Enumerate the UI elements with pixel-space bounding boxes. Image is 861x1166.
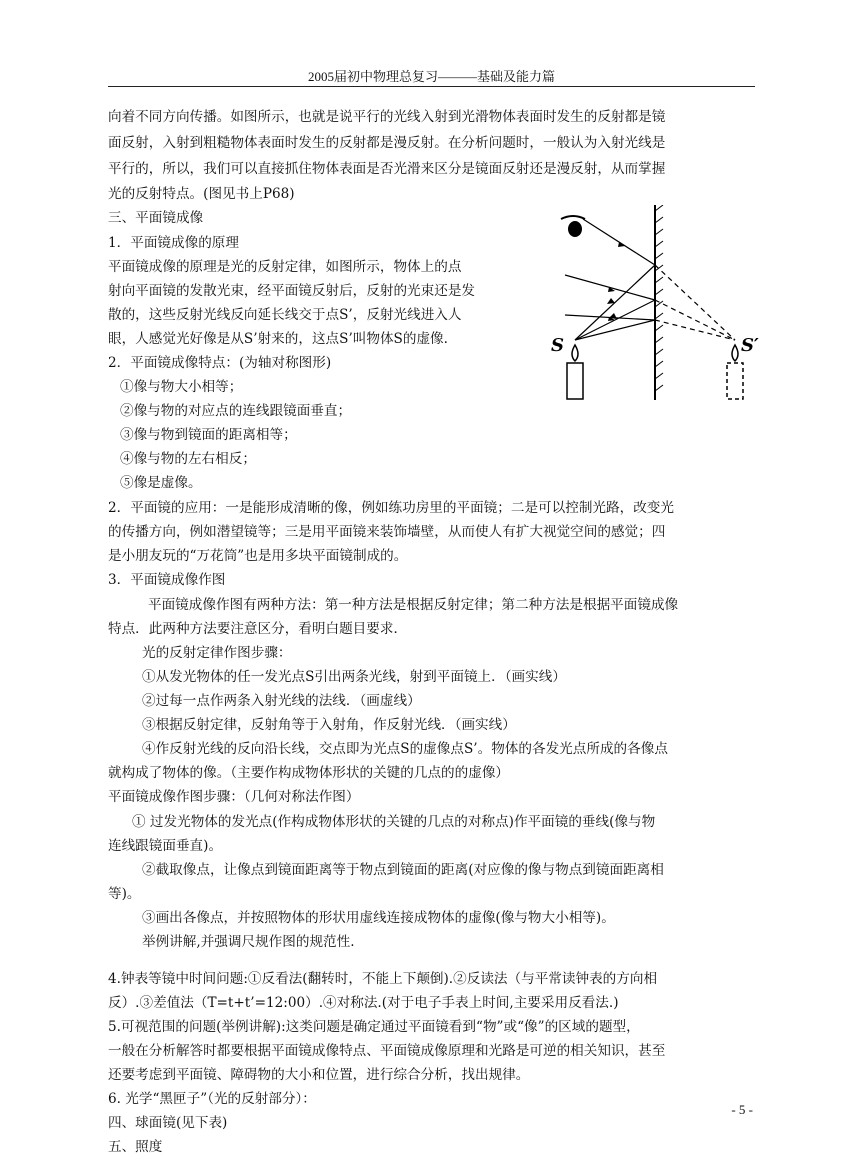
text-line: 光的反射特点。(图见书上P68) — [108, 186, 295, 202]
text-line: 就构成了物体的像。（主要作构成物体形状的关键的几点的的虚像） — [108, 765, 510, 781]
text-line: 是小朋友玩的“万花筒”也是用多块平面镜制成的。 — [108, 548, 408, 564]
text-line: 特点．此两种方法要注意区分，看明白题目要求． — [108, 621, 408, 637]
text-line: 举例讲解,并强调尺规作图的规范性. — [142, 934, 355, 950]
text-line: 射向平面镜的发散光束，经平面镜反射后，反射的光束还是发 — [108, 283, 476, 299]
list-item: ①从发光物体的任一发光点S引出两条光线，射到平面镜上．（画实线） — [142, 669, 566, 685]
text-line: 6. 光学“黑匣子”（光的反射部分）： — [108, 1091, 316, 1107]
text-line: 的传播方向，例如潜望镜等；三是用平面镜来装饰墙壁，从而使人有扩大视觉空间的感觉；四 — [108, 524, 666, 540]
subsection-heading: 3．平面镜成像作图 — [108, 572, 226, 588]
list-item: ②过每一点作两条入射光线的法线．（画虚线） — [142, 693, 421, 709]
list-item: ②截取像点，让像点到镜面距离等于物点到镜面的距离(对应像的像与物点到镜面距离相 — [142, 862, 664, 878]
text-line: 连线跟镜面垂直)。 — [108, 838, 223, 854]
list-item: ③画出各像点，并按照物体的形状用虚线连接成物体的虚像(像与物大小相等)。 — [142, 910, 615, 926]
list-item: ①像与物大小相等； — [120, 379, 243, 395]
header-rule — [108, 86, 755, 87]
text-line: 散的，这些反射光线反向延长线交于点S’，反射光线进入人 — [108, 307, 462, 323]
incident-rays — [575, 265, 655, 340]
text-line: 眼，人感觉光好像是从S’射来的，这点S’叫物体S的虚像. — [108, 331, 448, 347]
text-line: 反）.③差值法（T=t+t’=12:00）.④对称法.(对于电子手表上时间,主要采用反看法.) — [108, 995, 619, 1011]
object-label-s: S — [551, 335, 564, 356]
text-line: 平行的，所以，我们可以直接抓住物体表面是否光滑来区分是镜面反射还是漫反射，从而掌握 — [108, 161, 666, 177]
plane-mirror-figure — [545, 205, 765, 415]
section-heading: 四、球面镜(见下表) — [108, 1115, 228, 1131]
text-line: 4.钟表等镜中时间问题:①反看法(翻转时，不能上下颠倒).②反读法（与平常读钟表的方向相 — [108, 971, 658, 987]
text-line: 等)。 — [108, 886, 141, 902]
candle-object — [567, 345, 583, 399]
subsection-heading: 1．平面镜成像的原理 — [108, 235, 239, 251]
virtual-ray-extensions — [655, 265, 735, 340]
text-line: 平面镜成像作图步骤：（几何对称法作图） — [108, 789, 360, 805]
list-item: ④作反射光线的反向沿长线，交点即为光点S的虚像点S’。物体的各发光点所成的各像点 — [142, 741, 668, 757]
ray-arrowheads — [607, 242, 625, 321]
text-line: 平面镜成像作图有两种方法：第一种方法是根据反射定律；第二种方法是根据平面镜成像 — [148, 597, 679, 613]
text-line: 还要考虑到平面镜、障碍物的大小和位置，进行综合分析，找出规律。 — [108, 1067, 530, 1083]
mirror-hatching — [655, 205, 663, 391]
section-heading: 三、平面镜成像 — [108, 210, 204, 226]
eye-icon — [561, 216, 585, 237]
text-line: 面反射，入射到粗糙物体表面时发生的反射都是漫反射。在分析问题时，一般认为入射光线是 — [108, 135, 666, 151]
text-line: 平面镜成像的原理是光的反射定律，如图所示，物体上的点 — [108, 259, 462, 275]
subsection-heading: 2．平面镜成像特点：(为轴对称图形) — [108, 355, 332, 371]
section-heading: 五、照度 — [108, 1139, 163, 1155]
list-item: ① 过发光物体的发光点(作构成物体形状的关键的几点的对称点)作平面镜的垂线(像与物 — [132, 814, 656, 830]
image-label-s-prime: S′ — [741, 335, 759, 356]
text-line: 光的反射定律作图步骤： — [142, 645, 292, 661]
text-line: 5.可视范围的问题(举例讲解):这类问题是确定通过平面镜看到“物”或“像”的区域的题型， — [108, 1019, 640, 1035]
text-line: 向着不同方向传播。如图所示，也就是说平行的光线入射到光滑物体表面时发生的反射都是镜 — [108, 109, 666, 125]
list-item: ③像与物到镜面的距离相等； — [120, 427, 297, 443]
text-line: 一般在分析解答时都要根据平面镜成像特点、平面镜成像原理和光路是可逆的相关知识，甚至 — [108, 1043, 666, 1059]
list-item: ②像与物的对应点的连线跟镜面垂直； — [120, 403, 352, 419]
list-item: ⑤像是虚像。 — [120, 475, 202, 491]
page-number: - 5 - — [731, 1102, 753, 1117]
page-header: 2005届初中物理总复习———基础及能力篇 — [307, 69, 555, 84]
text-line: 2．平面镜的应用：一是能形成清晰的像，例如练功房里的平面镜；二是可以控制光路，改变光 — [108, 500, 674, 516]
list-item: ④像与物的左右相反； — [120, 451, 256, 467]
list-item: ③根据反射定律，反射角等于入射角，作反射光线．（画实线） — [142, 717, 516, 733]
